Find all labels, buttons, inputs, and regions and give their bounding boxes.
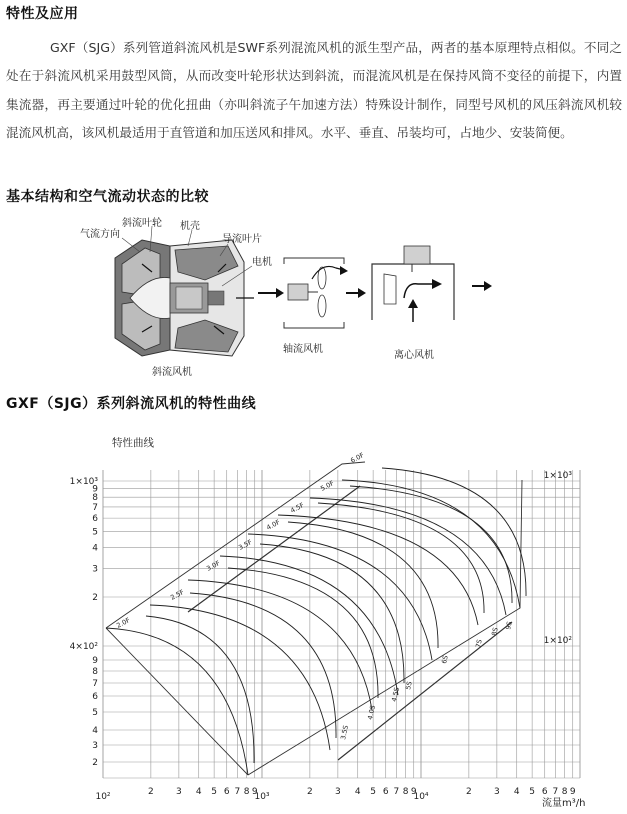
y-right-tick-label: 1×10³ <box>543 471 572 481</box>
chart-series-labels <box>115 451 513 740</box>
x-axis-label: 流量m³/h <box>542 798 586 809</box>
x-tick-label: 5 <box>211 787 218 797</box>
x-tick-label: 6 <box>541 787 548 797</box>
y-tick-label: 3 <box>92 741 98 751</box>
x-tick-label: 3 <box>493 787 500 797</box>
x-tick-label: 2 <box>306 787 313 797</box>
x-tick-label: 7 <box>234 787 241 797</box>
x-tick-label: 4 <box>354 787 361 797</box>
y-tick-label: 5 <box>92 708 98 718</box>
label-centrifugal-fan: 离心风机 <box>394 350 434 361</box>
x-tick-label: 3 <box>175 787 182 797</box>
y-tick-label: 2 <box>92 758 98 768</box>
y-tick-label: 2 <box>92 593 98 603</box>
series-label-8S: 8S <box>490 626 500 637</box>
label-airflow: 气流方向 <box>80 229 120 240</box>
features-paragraph <box>6 34 622 148</box>
section-title-features: 特性及应用 <box>6 6 79 22</box>
axial-fan-drawing <box>284 258 348 328</box>
label-impeller: 斜流叶轮 <box>122 218 162 229</box>
x-tick-label: 6 <box>223 787 230 797</box>
series-label-9S: 9S <box>504 620 514 631</box>
series-label-3.5S: 3.5S <box>339 724 350 741</box>
x-tick-label: 7 <box>552 787 559 797</box>
curve-6.0F <box>342 480 520 608</box>
y-tick-label: 9 <box>92 484 98 495</box>
curve-2.5F <box>150 605 330 750</box>
label-guide-vane: 导流叶片 <box>222 234 262 245</box>
y-tick-label: 4×10² <box>69 642 98 652</box>
y-right-tick-label: 1×10² <box>543 636 572 646</box>
y-tick-label: 4 <box>92 543 98 554</box>
series-label-5S: 5S <box>404 680 414 691</box>
y-tick-label: 9 <box>92 656 98 666</box>
characteristic-curve-chart <box>0 425 627 814</box>
curve-4.0F-b <box>288 522 438 648</box>
x-tick-label: 4 <box>513 787 520 797</box>
label-axial-fan: 轴流风机 <box>283 344 323 355</box>
y-tick-label: 4 <box>92 726 98 736</box>
centrifugal-fan-drawing <box>372 246 492 322</box>
curve-5.0F-b <box>350 486 512 603</box>
x-tick-label: 5 <box>529 787 536 797</box>
series-label-2.5F: 2.5F <box>169 588 186 602</box>
x-tick-label: 3 <box>334 787 341 797</box>
curve-6.0F-b <box>382 468 526 596</box>
operating-line <box>338 622 512 760</box>
series-label-4.0F: 4.0F <box>265 518 282 532</box>
y-tick-label: 7 <box>92 679 98 689</box>
series-label-4.0S: 4.0S <box>366 704 377 721</box>
chart-ticks <box>70 471 576 802</box>
x-tick-label: 8 <box>402 787 409 797</box>
x-tick-label: 4 <box>195 787 202 797</box>
x-tick-label: 10² <box>95 792 111 802</box>
x-tick-label: 10⁴ <box>413 792 429 802</box>
curve-3.0F <box>188 580 372 710</box>
y-tick-label: 3 <box>92 564 98 575</box>
label-motor: 电机 <box>252 257 272 268</box>
label-diagonal-fan: 斜流风机 <box>152 367 192 378</box>
section-title-structure: 基本结构和空气流动状态的比较 <box>6 189 209 205</box>
x-tick-label: 2 <box>465 787 472 797</box>
y-tick-label: 8 <box>92 667 98 677</box>
x-tick-label: 9 <box>251 787 258 797</box>
operating-line <box>188 486 360 612</box>
structure-diagram <box>0 205 627 380</box>
series-label-6.0F: 6.0F <box>349 451 366 465</box>
series-label-4.5F: 4.5F <box>289 501 306 515</box>
curve-2.0F-b <box>146 616 254 763</box>
y-tick-label: 6 <box>92 514 98 525</box>
arrow-icon <box>258 288 284 298</box>
series-label-3.0F: 3.0F <box>205 559 222 573</box>
y-tick-label: 5 <box>92 527 98 538</box>
curve-5.0F <box>310 498 506 615</box>
series-label-7S: 7S <box>474 638 484 649</box>
x-tick-label: 10³ <box>254 792 270 802</box>
section-title-curves: GXF（SJG）系列斜流风机的特性曲线 <box>6 396 257 412</box>
chart-title: 特性曲线 <box>112 437 154 449</box>
x-tick-label: 9 <box>410 787 417 797</box>
y-tick-label: 1×10³ <box>69 477 98 487</box>
envelope-right <box>248 480 522 775</box>
chart-curves <box>106 462 526 775</box>
series-label-4.5S: 4.5S <box>390 686 401 703</box>
y-tick-label: 7 <box>92 502 98 513</box>
x-tick-label: 8 <box>243 787 250 797</box>
series-label-5.0F: 5.0F <box>319 479 336 493</box>
x-tick-label: 7 <box>393 787 400 797</box>
series-label-2.0F: 2.0F <box>115 616 132 630</box>
x-tick-label: 6 <box>382 787 389 797</box>
arrow-icon <box>346 288 366 298</box>
x-tick-label: 9 <box>569 787 576 797</box>
series-label-6S: 6S <box>440 654 450 665</box>
x-tick-label: 5 <box>370 787 377 797</box>
series-label-3.5F: 3.5F <box>237 538 254 552</box>
features-paragraph-text: GXF（SJG）系列管道斜流风机是SWF系列混流风机的派生型产品，两者的基本原理特点相似。不同之处在于斜流风机采用鼓型风筒，从而改变叶轮形状达到斜流，而混流风机是在保持风筒不变径的前提下，内置集流器，再主要通过叶轮的优化扭曲（亦叫斜流子午加速方法）特殊设计制作，同型号风机的风压斜流风机较混流风机高，该风机最适用于直管道和加压送风和排风。水平、垂直、吊装均可，占地少、安装简便。 <box>6 40 622 141</box>
y-tick-label: 6 <box>92 692 98 702</box>
x-tick-label: 2 <box>147 787 154 797</box>
diagonal-fan-drawing <box>115 226 254 356</box>
label-casing: 机壳 <box>180 221 200 232</box>
y-tick-label: 8 <box>92 493 98 504</box>
x-tick-label: 8 <box>561 787 568 797</box>
